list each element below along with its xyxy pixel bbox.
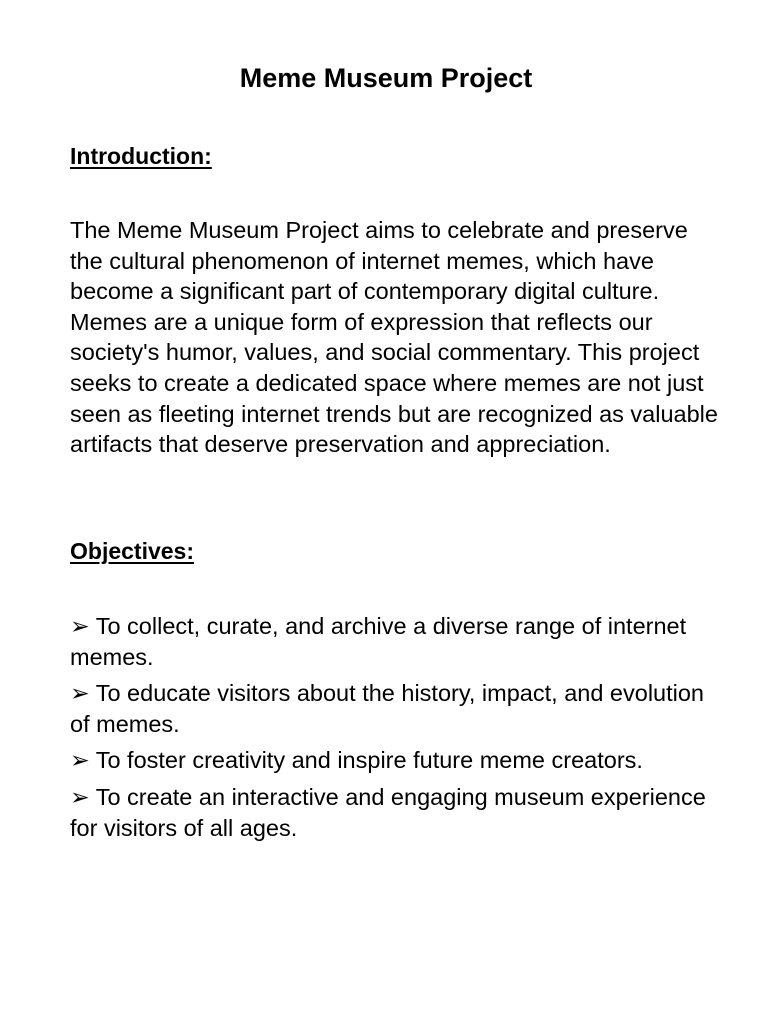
objective-text: To foster creativity and inspire future meme creators. xyxy=(95,747,643,774)
objectives-heading: Objectives: xyxy=(70,538,194,564)
arrow-bullet-icon: ➢ xyxy=(70,613,90,639)
objective-text: To create an interactive and engaging museum experience for visitors of all ages. xyxy=(70,783,706,841)
arrow-bullet-icon: ➢ xyxy=(70,783,90,810)
arrow-bullet-icon: ➢ xyxy=(70,680,90,707)
list-item xyxy=(70,782,720,843)
objective-text: To collect, curate, and archive a diverse range of internet memes. xyxy=(70,613,687,670)
arrow-bullet-icon: ➢ xyxy=(70,747,90,774)
list-item xyxy=(70,745,720,776)
list-item xyxy=(70,678,720,739)
introduction-heading: Introduction: xyxy=(70,143,212,169)
page-title: Meme Museum Project xyxy=(239,63,533,93)
objectives-list xyxy=(70,611,720,849)
objective-text: To educate visitors about the history, impact, and evolution of memes. xyxy=(70,680,704,737)
introduction-paragraph: The Meme Museum Project aims to celebrate and preserve the cultural phenomenon of internet memes, which have become a significant part of contemporary digital culture. Memes are a unique form of expression that reflects our society's humor, values, and social commentary. This project seeks to create a dedicated space where memes are not just seen as fleeting internet trends but are recognized as valuable artifacts that deserve preservation and appreciation. xyxy=(70,217,718,458)
list-item xyxy=(70,611,720,672)
